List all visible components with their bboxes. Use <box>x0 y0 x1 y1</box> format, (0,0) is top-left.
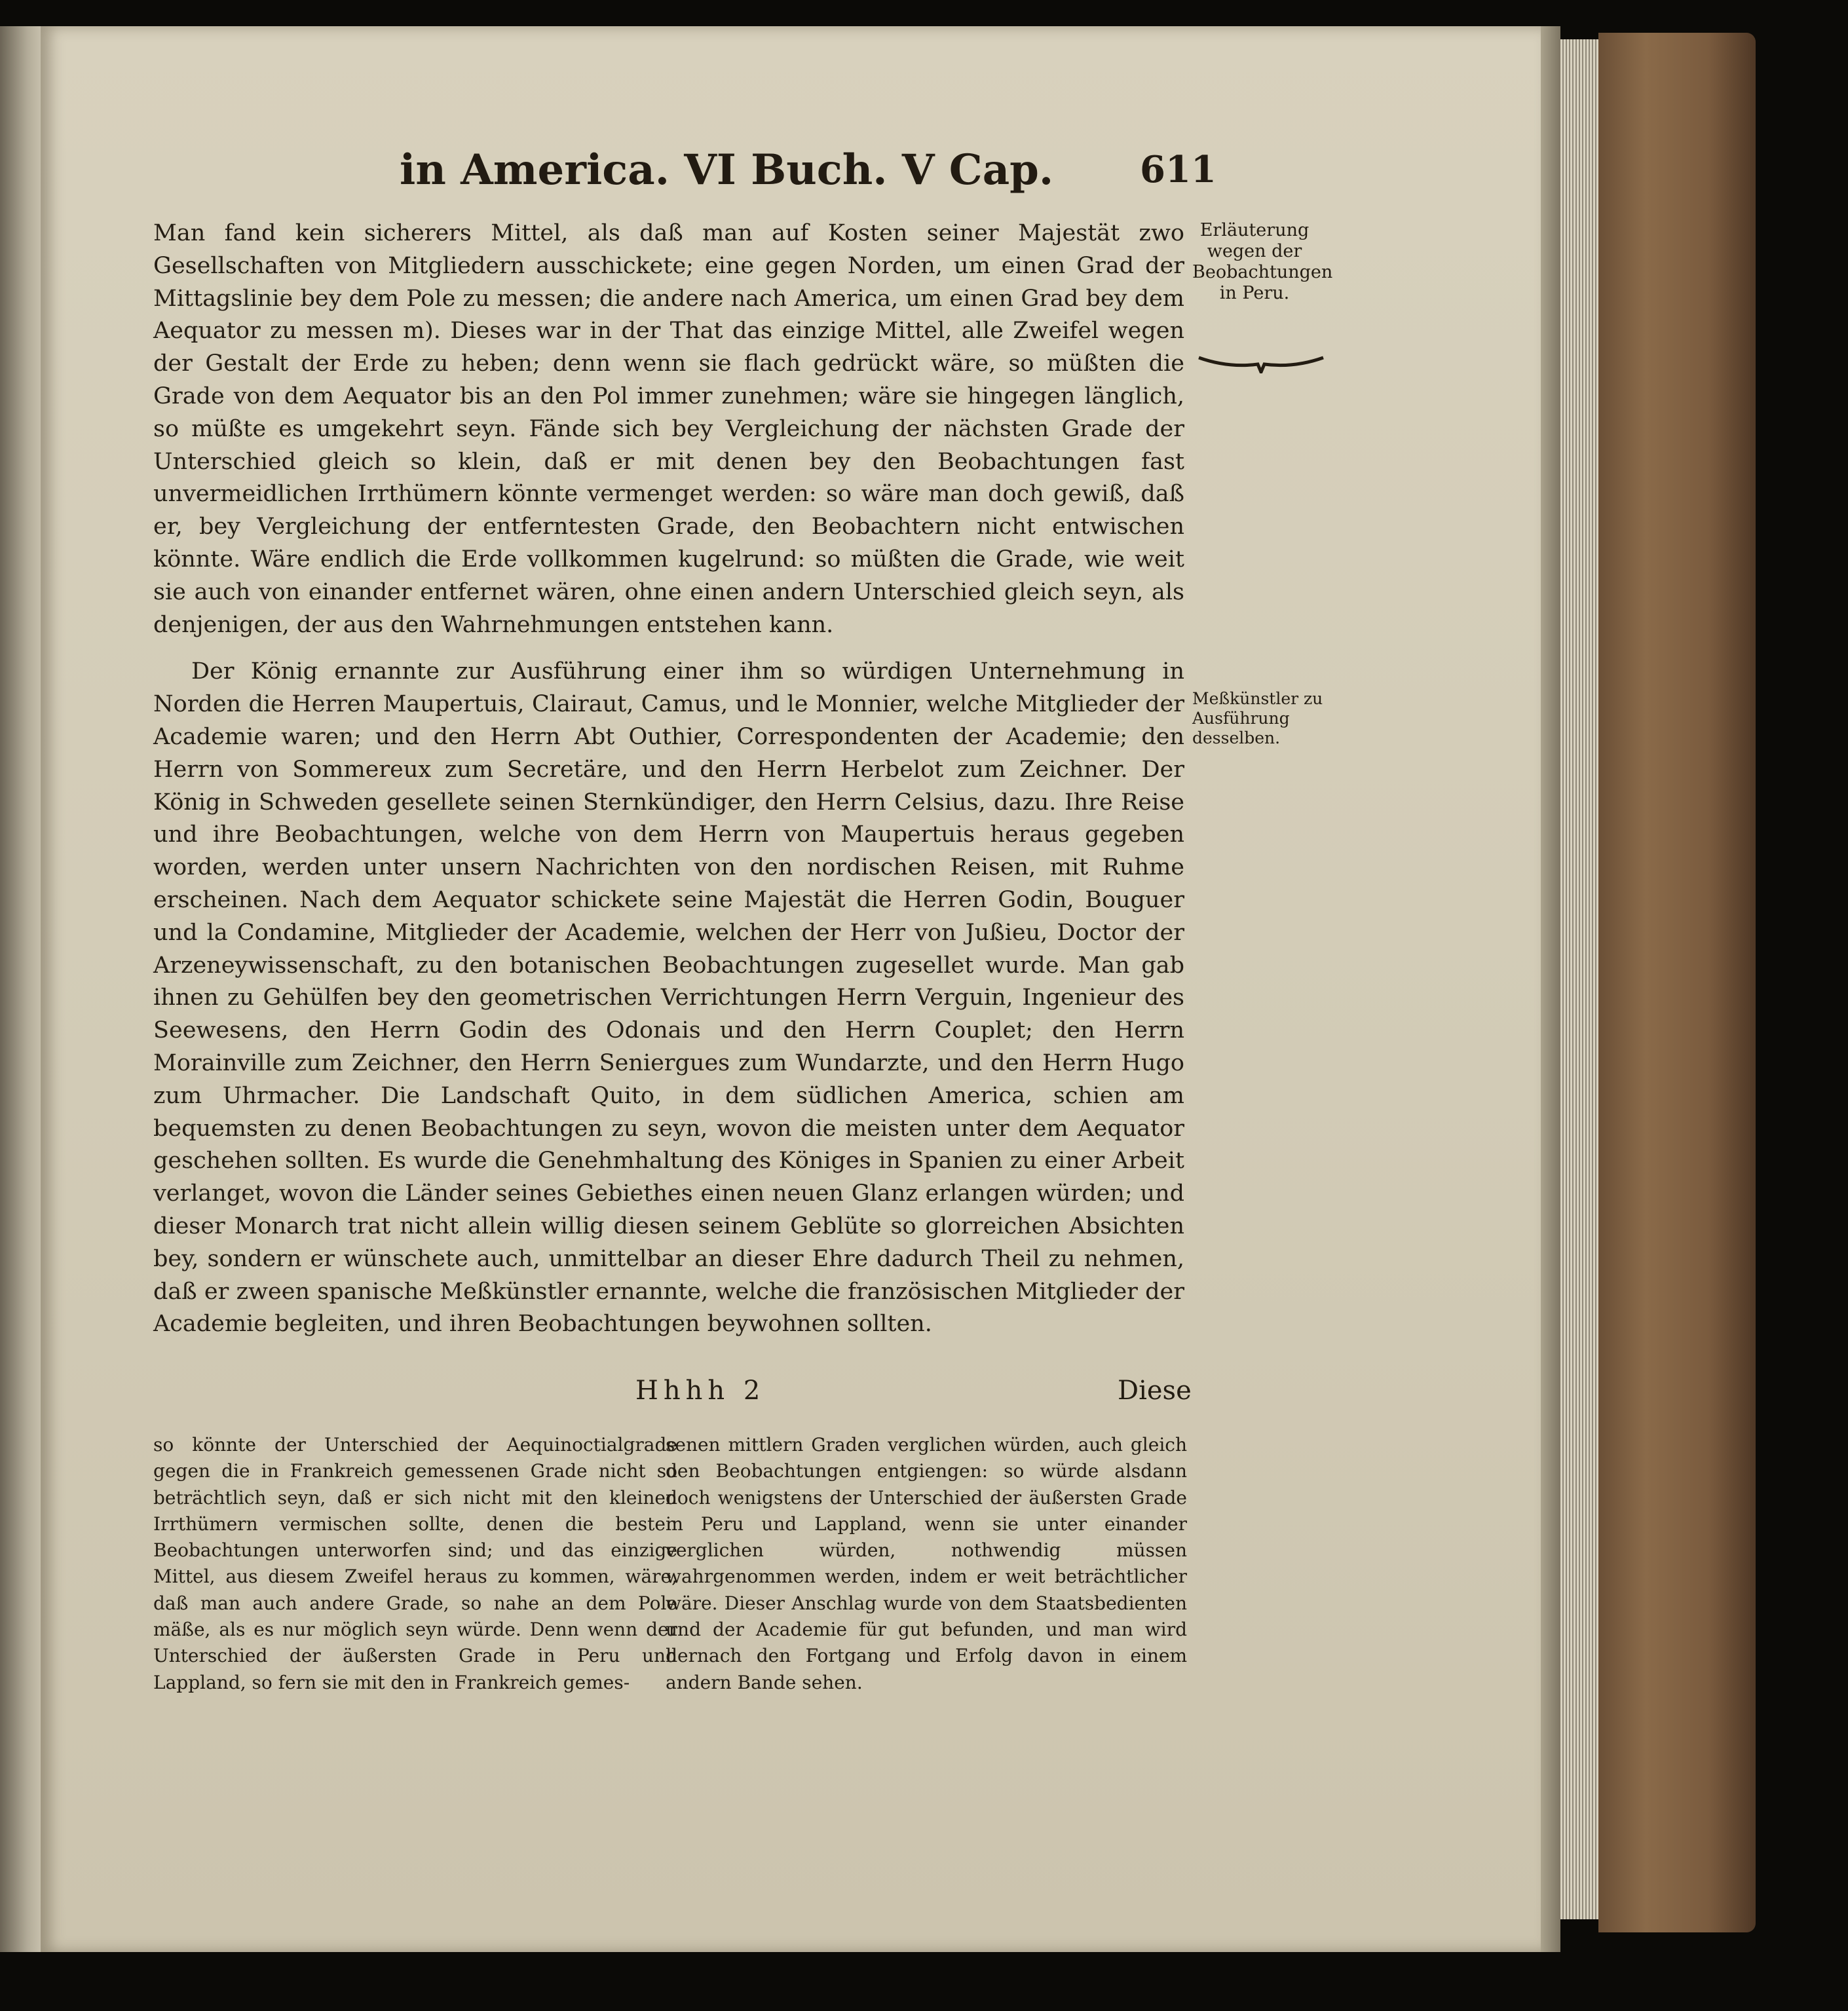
running-header: in America. VI Buch. V Cap. <box>400 145 1054 195</box>
book-cover-edge <box>1598 33 1756 1932</box>
margin-note: Meßkünstler zu Ausführung desselben. <box>1192 689 1323 747</box>
page-block-edge <box>1560 39 1598 1919</box>
catchword: Diese <box>1118 1376 1192 1406</box>
footnote-left-column: so könnte der Unterschied der Aequinoctialgrade gegen die in Frankreich gemessenen Grade nicht so beträchtlich seyn, daß er sich nicht mit den kleinen Irrthümern vermischen sollte, denen die besten Beobachtungen unterworfen sind; und das einzige Mittel, aus diesem Zweifel heraus zu kommen, wäre, daß man auch andere Grade, so nahe an dem Pole mäße, als es nur möglich seyn würde. Denn wenn der Unterschied der äußersten Grade in Peru und Lappland, so fern sie mit den in Frankreich gemes- <box>153 1434 677 1693</box>
page-gutter <box>1541 26 1560 1952</box>
paragraph: Man fand kein sicherers Mittel, als daß man auf Kosten seiner Majestät zwo Gesellschaften von Mitgliedern ausschickete; eine gegen Norden, um einen Grad der Mittagslinie bey dem Pole zu messen; die andere nach America, um einen Grad bey dem Aequator zu messen m). Dieses war in der That das einzige Mittel, alle Zweifel wegen der Gestalt der Erde zu heben; denn wenn sie flach gedrückt wäre, so müßten die Grade von dem Aequator bis an den Pol immer zunehmen; wäre sie hingegen länglich, so müßte es umgekehrt seyn. Fände sich bey Vergleichung der nächsten Grade der Unterschied gleich so klein, daß er mit denen bey den Beobachtungen fast unvermeidlichen Irrthümern könnte vermenget werden: so wäre man doch gewiß, daß er, bey Vergleichung der entferntesten Grade, den Beobachtern nicht entwischen könnte. Wäre endlich die Erde vollkommen kugelrund: so müßten die Grade, wie weit sie auch von einander entfernet wären, ohne einen andern Unterschied gleich seyn, als denjenigen, der aus den Wahrnehmungen entstehen kann. <box>153 220 1184 638</box>
margin-note: Erläuterung wegen der Beobachtungen in Peru. <box>1192 220 1333 303</box>
main-text <box>153 217 1184 1341</box>
signature-mark: Hhhh 2 <box>635 1376 766 1406</box>
facing-page-edge <box>0 26 46 1952</box>
margin-brace-icon <box>1196 354 1327 373</box>
paragraph: Der König ernannte zur Ausführung einer ihm so würdigen Unternehmung in Norden die Herren Maupertuis, Clairaut, Camus, und le Monnier, welche Mitglieder der Academie waren; und den Herrn Abt Outhier, Correspondenten der Academie; den Herrn von Sommereux zum Secretäre, und den Herrn Herbelot zum Zeichner. Der König in Schweden gesellete seinen Sternkündiger, den Herrn Celsius, dazu. Ihre Reise und ihre Beobachtungen, welche von dem Herrn von Maupertuis heraus gegeben worden, werden unter unsern Nachrichten von den nordischen Reisen, mit Ruhme erscheinen. Nach dem Aequator schickete seine Majestät die Herren Godin, Bouguer und la Condamine, Mitglieder der Academie, welchen der Herr von Jußieu, Doctor der Arzeneywissenschaft, zu den botanischen Beobachtungen zugesellet wurde. Man gab ihnen zu Gehülfen bey den geometrischen Verrichtungen Herrn Verguin, Ingenieur des Seewesens, den Herrn Godin des Odonais und den Herrn Couplet; den Herrn Morainville zum Zeichner, den Herrn Seniergues zum Wundarzte, und den Herrn Hugo zum Uhrmacher. Die Landschaft Quito, in dem südlichen America, schien am bequemsten zu denen Beobachtungen zu seyn, wovon die meisten unter dem Aequator geschehen sollten. Es wurde die Genehmhaltung des Königes in Spanien zu einer Arbeit verlanget, wovon die Länder seines Gebiethes einen neuen Glanz erlangen würden; und dieser Monarch trat nicht allein willig diesen seinem Geblüte so glorreichen Absichten bey, sondern er wünschete auch, unmittelbar an dieser Ehre dadurch Theil zu nehmen, daß er zween spanische Meßkünstler ernannte, welche die französischen Mitglieder der Academie begleiten, und ihren Beobachtungen beywohnen sollten. <box>153 658 1184 1338</box>
footnote-right-column: senen mittlern Graden verglichen würden, auch gleich den Beobachtungen entgiengen: so würde alsdann doch wenigstens der Unterschied der äußersten Grade in Peru und Lappland, wenn sie unter einander verglichen würden, nothwendig müssen wahrgenommen werden, indem er weit beträchtlicher wäre. Dieser Anschlag wurde von dem Staatsbedienten und der Academie für gut befunden, und man wird hernach den Fortgang und Erfolg davon in einem andern Bande sehen. <box>666 1434 1187 1693</box>
page-number: 611 <box>1140 148 1216 191</box>
